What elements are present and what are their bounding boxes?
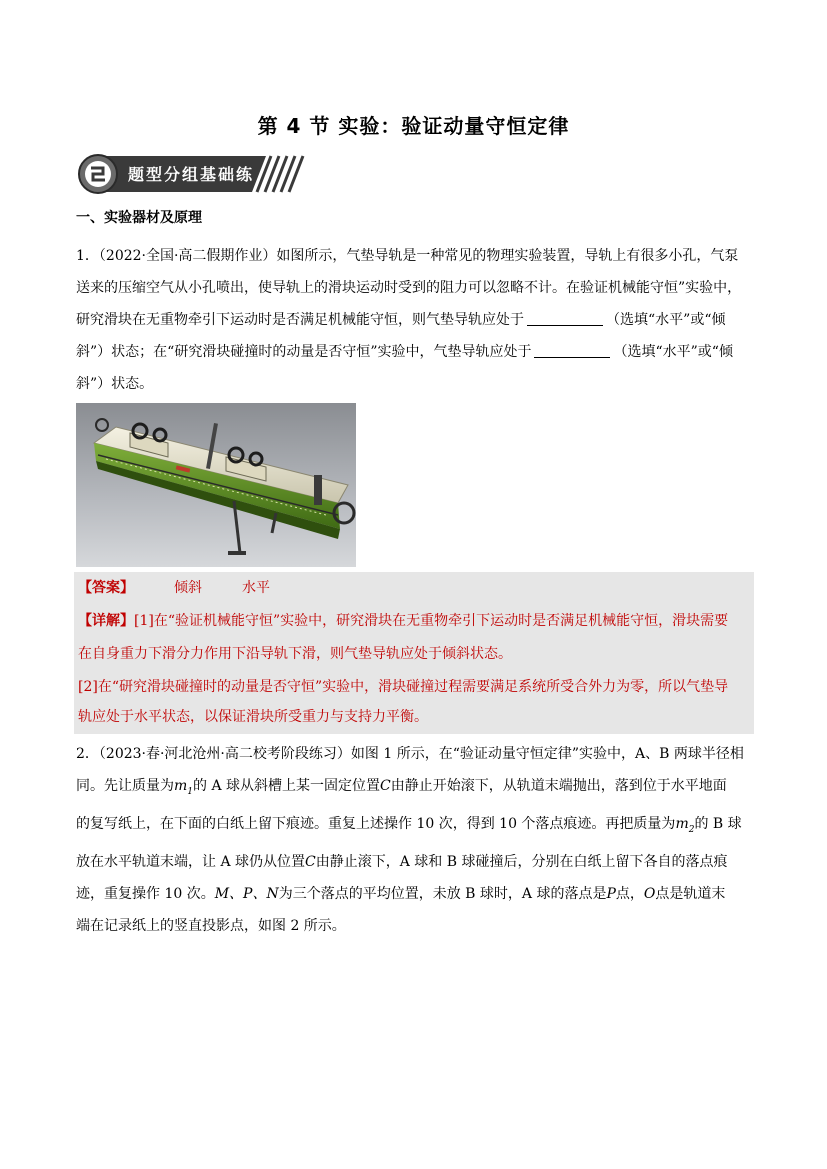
q2-line: 2．（2023·春·河北沧州·高二校考阶段练习）如图 1 所示，在“验证动量守恒定律”实验中，A、B 两球半径相	[76, 746, 744, 762]
q1-line: 送来的压缩空气从小孔喷出，使导轨上的滑块运动时受到的阻力可以忽略不计。在验证机械能守恒”实验中，	[76, 280, 742, 296]
q2-text: 点是轨道末	[655, 885, 726, 902]
q2-line	[76, 808, 752, 846]
q2-text: 的 B 球	[694, 815, 742, 832]
q2-text: 的复写纸上，在下面的白纸上留下痕迹。重复上述操作 10 次，得到 10 个落点痕迹。再把质量为	[76, 815, 676, 832]
answer-value-1: 倾斜	[174, 580, 202, 596]
var-m1	[174, 778, 194, 797]
var-m1-symbol: m	[174, 778, 188, 794]
q1-line: 1．（2022·全国·高二假期作业）如图所示，气垫导轨是一种常见的物理实验装置，导轨上有很多小孔，气泵	[76, 248, 739, 264]
q1-text: 研究滑块在无重物牵引下运动时是否满足机械能守恒，则气垫导轨应处于	[76, 312, 524, 328]
q2-line: 端在记录纸上的竖直投影点，如图 2 所示。	[76, 917, 346, 934]
q2-text: 由静止滚下，A 球和 B 球碰撞后，分别在白纸上留下各自的落点痕	[315, 853, 728, 870]
q2-line	[76, 770, 752, 808]
answer-line	[78, 572, 270, 605]
q2-text: 放在水平轨道末端，让 A 球仍从位置	[76, 853, 306, 870]
q2-text: 同。先让质量为	[76, 778, 174, 794]
q2-text: 为三个落点的平均位置，未放 B 球时，A 球的落点是	[278, 885, 607, 902]
air-track-photo	[76, 403, 356, 567]
answer-value-2: 水平	[242, 580, 270, 596]
answer-tag: 【答案】	[78, 580, 134, 596]
detail-tag: 【详解】	[78, 613, 134, 629]
banner-label: 题型分组基础练	[128, 165, 255, 184]
question-1	[76, 240, 752, 400]
q2-text: 点，	[615, 885, 644, 902]
detail-line: 轨应处于水平状态，以保证滑块所受重力与支持力平衡。	[78, 709, 428, 725]
var-c: C	[380, 778, 391, 794]
q2-text: 迹，重复操作 10 次。	[76, 885, 215, 902]
var-m1-sub: 1	[187, 786, 194, 797]
var-m2-sub: 2	[688, 824, 695, 835]
q1-line	[76, 336, 752, 368]
detail-line: 在自身重力下滑分力作用下沿导轨下滑，则气垫导轨应处于倾斜状态。	[78, 646, 512, 662]
var-m2	[675, 815, 695, 835]
var-p: P	[606, 885, 616, 902]
q2-line	[76, 878, 752, 910]
q2-text: 由静止开始滚下，从轨道末端抛出，落到位于水平地面	[390, 778, 727, 794]
q2-line	[76, 846, 752, 878]
var-o: O	[643, 885, 656, 902]
page-title: 第 4 节 实验：验证动量守恒定律	[257, 114, 570, 138]
q1-line: 斜”）状态。	[76, 376, 154, 392]
q1-text: 斜”）状态；在“研究滑块碰撞时的动量是否守恒”实验中，气垫导轨应处于	[76, 344, 532, 360]
q2-text: 的 A 球从斜槽上某一固定位置	[193, 778, 381, 794]
var-c: C	[305, 853, 316, 870]
q1-text: （选填“水平”或“倾	[606, 312, 726, 328]
detail-text: [1]在“验证机械能守恒”实验中，研究滑块在无重物牵引下运动时是否满足机械能守恒，滑块需要	[134, 613, 729, 629]
section-heading: 一、实验器材及原理	[76, 210, 202, 226]
var-mpn: M、P、N	[214, 885, 279, 902]
answer-blank-1	[527, 309, 603, 326]
detail-line: [2]在“研究滑块碰撞时的动量是否守恒”实验中，滑块碰撞过程需要满足系统所受合外力为零，所以气垫导	[78, 679, 729, 695]
question-2	[76, 738, 752, 942]
section-banner	[76, 152, 308, 196]
q1-line	[76, 304, 752, 336]
answer-blank-2	[534, 341, 610, 358]
q1-text: （选填“水平”或“倾	[613, 344, 733, 360]
var-m2-symbol: m	[675, 815, 689, 832]
detail-line	[78, 605, 728, 638]
answer-section	[74, 572, 754, 734]
